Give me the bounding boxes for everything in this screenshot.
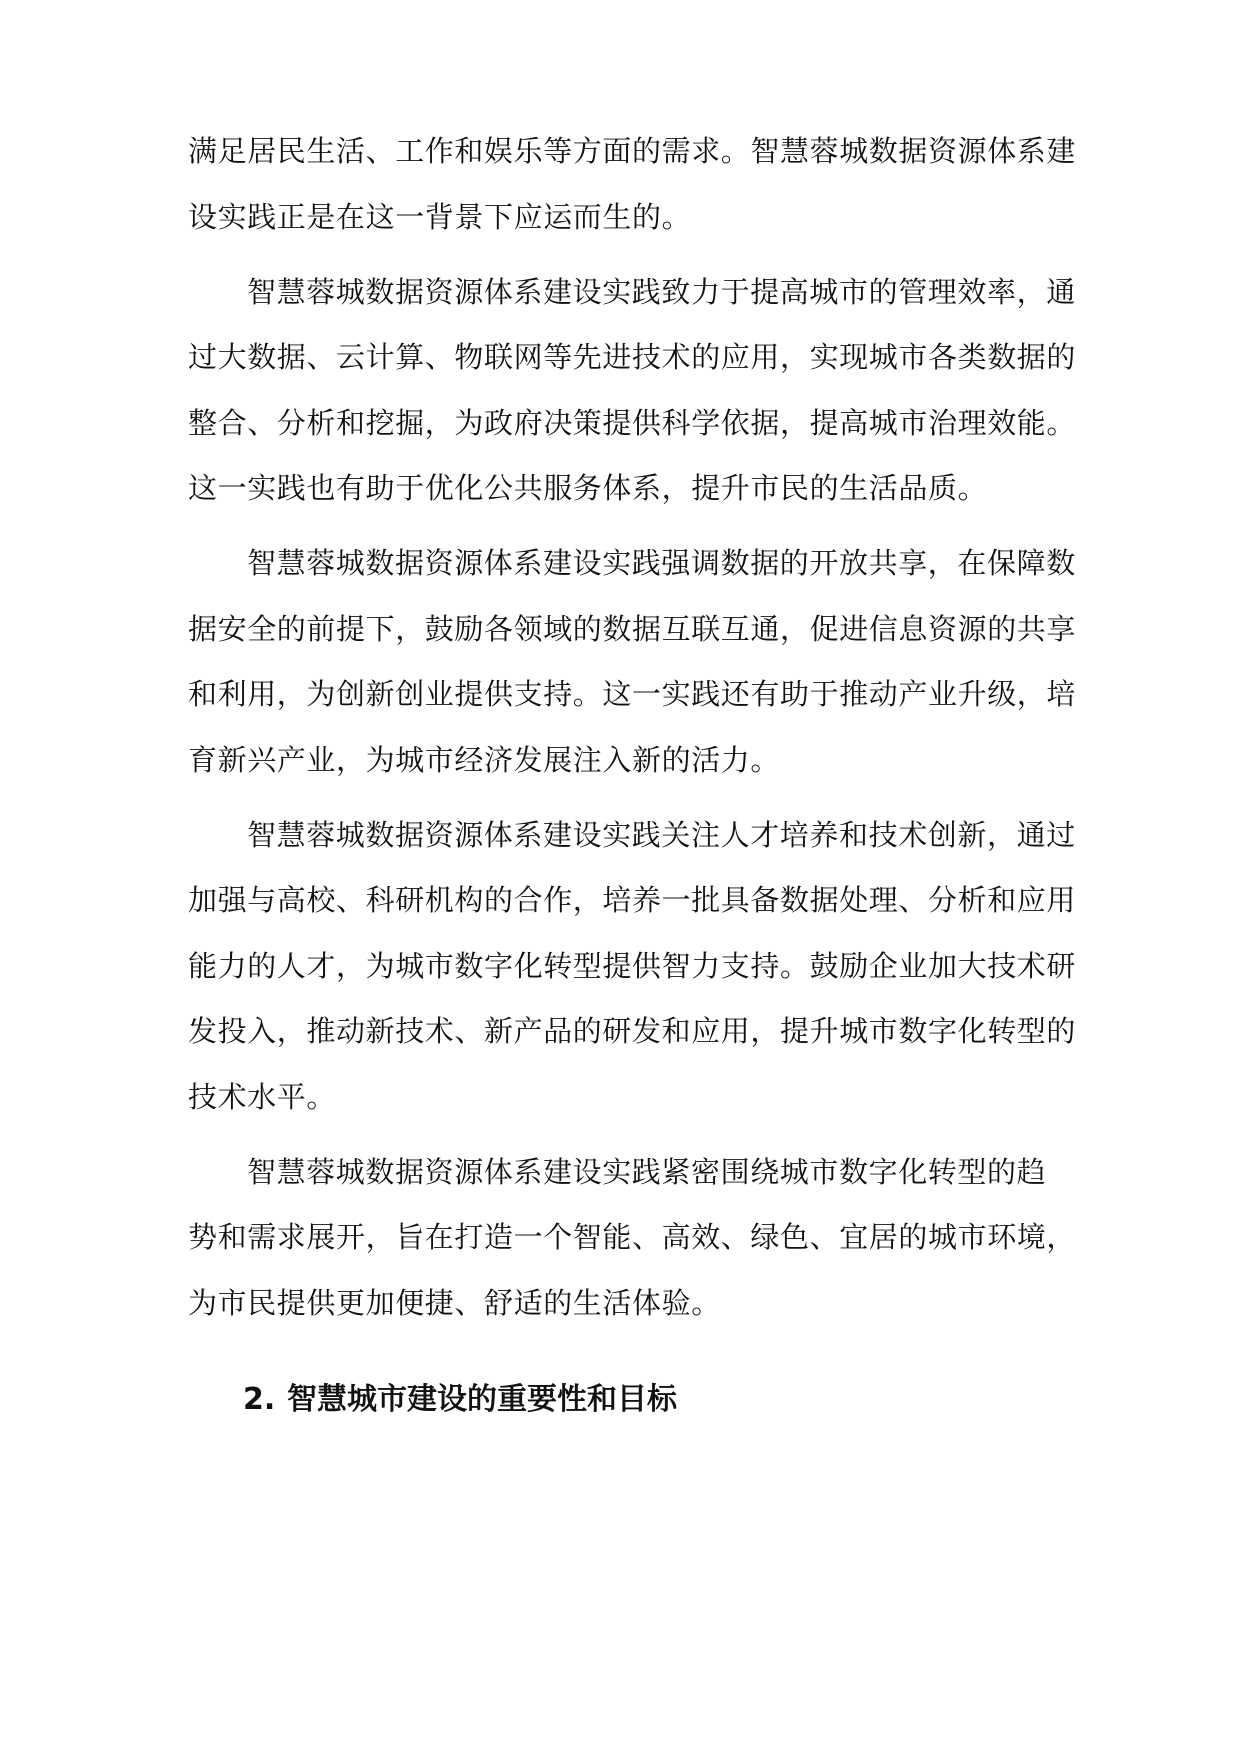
paragraph-2-line-2: 过大数据、云计算、物联网等先进技术的应用，实现城市各类数据的 [188, 340, 1077, 374]
section-number: 2. [243, 1382, 276, 1417]
section-heading [243, 1379, 943, 1421]
paragraph-4-line-4: 发投入，推动新技术、新产品的研发和应用，提升城市数字化转型的 [188, 1014, 1077, 1048]
paragraph-3-line-1: 智慧蓉城数据资源体系建设实践强调数据的开放共享，在保障数 [247, 546, 1076, 580]
paragraph-3-line-2: 据安全的前提下，鼓励各领域的数据互联互通，促进信息资源的共享 [188, 612, 1077, 646]
paragraph-2-line-1: 智慧蓉城数据资源体系建设实践致力于提高城市的管理效率，通 [247, 275, 1076, 309]
paragraph-4-line-5: 技术水平。 [188, 1080, 337, 1114]
paragraph-1-line-2: 设实践正是在这一背景下应运而生的。 [188, 200, 692, 234]
paragraph-3-line-4: 育新兴产业，为城市经济发展注入新的活力。 [188, 743, 781, 777]
paragraph-5-line-3: 为市民提供更加便捷、舒适的生活体验。 [188, 1286, 721, 1320]
paragraph-4-line-1: 智慧蓉城数据资源体系建设实践关注人才培养和技术创新，通过 [247, 818, 1076, 852]
paragraph-2-line-3: 整合、分析和挖掘，为政府决策提供科学依据，提高城市治理效能。 [188, 406, 1077, 440]
paragraph-3-line-3: 和利用，为创新创业提供支持。这一实践还有助于推动产业升级，培 [188, 677, 1077, 711]
paragraph-1-line-1: 满足居民生活、工作和娱乐等方面的需求。智慧蓉城数据资源体系建 [188, 134, 1077, 168]
paragraph-5-line-2: 势和需求展开，旨在打造一个智能、高效、绿色、宜居的城市环境， [188, 1220, 1077, 1254]
paragraph-4-line-3: 能力的人才，为城市数字化转型提供智力支持。鼓励企业加大技术研 [188, 949, 1077, 983]
section-title: 智慧城市建设的重要性和目标 [287, 1382, 677, 1417]
paragraph-2-line-4: 这一实践也有助于优化公共服务体系，提升市民的生活品质。 [188, 471, 988, 505]
paragraph-4-line-2: 加强与高校、科研机构的合作，培养一批具备数据处理、分析和应用 [188, 883, 1077, 917]
paragraph-5-line-1: 智慧蓉城数据资源体系建设实践紧密围绕城市数字化转型的趋 [247, 1155, 1047, 1189]
